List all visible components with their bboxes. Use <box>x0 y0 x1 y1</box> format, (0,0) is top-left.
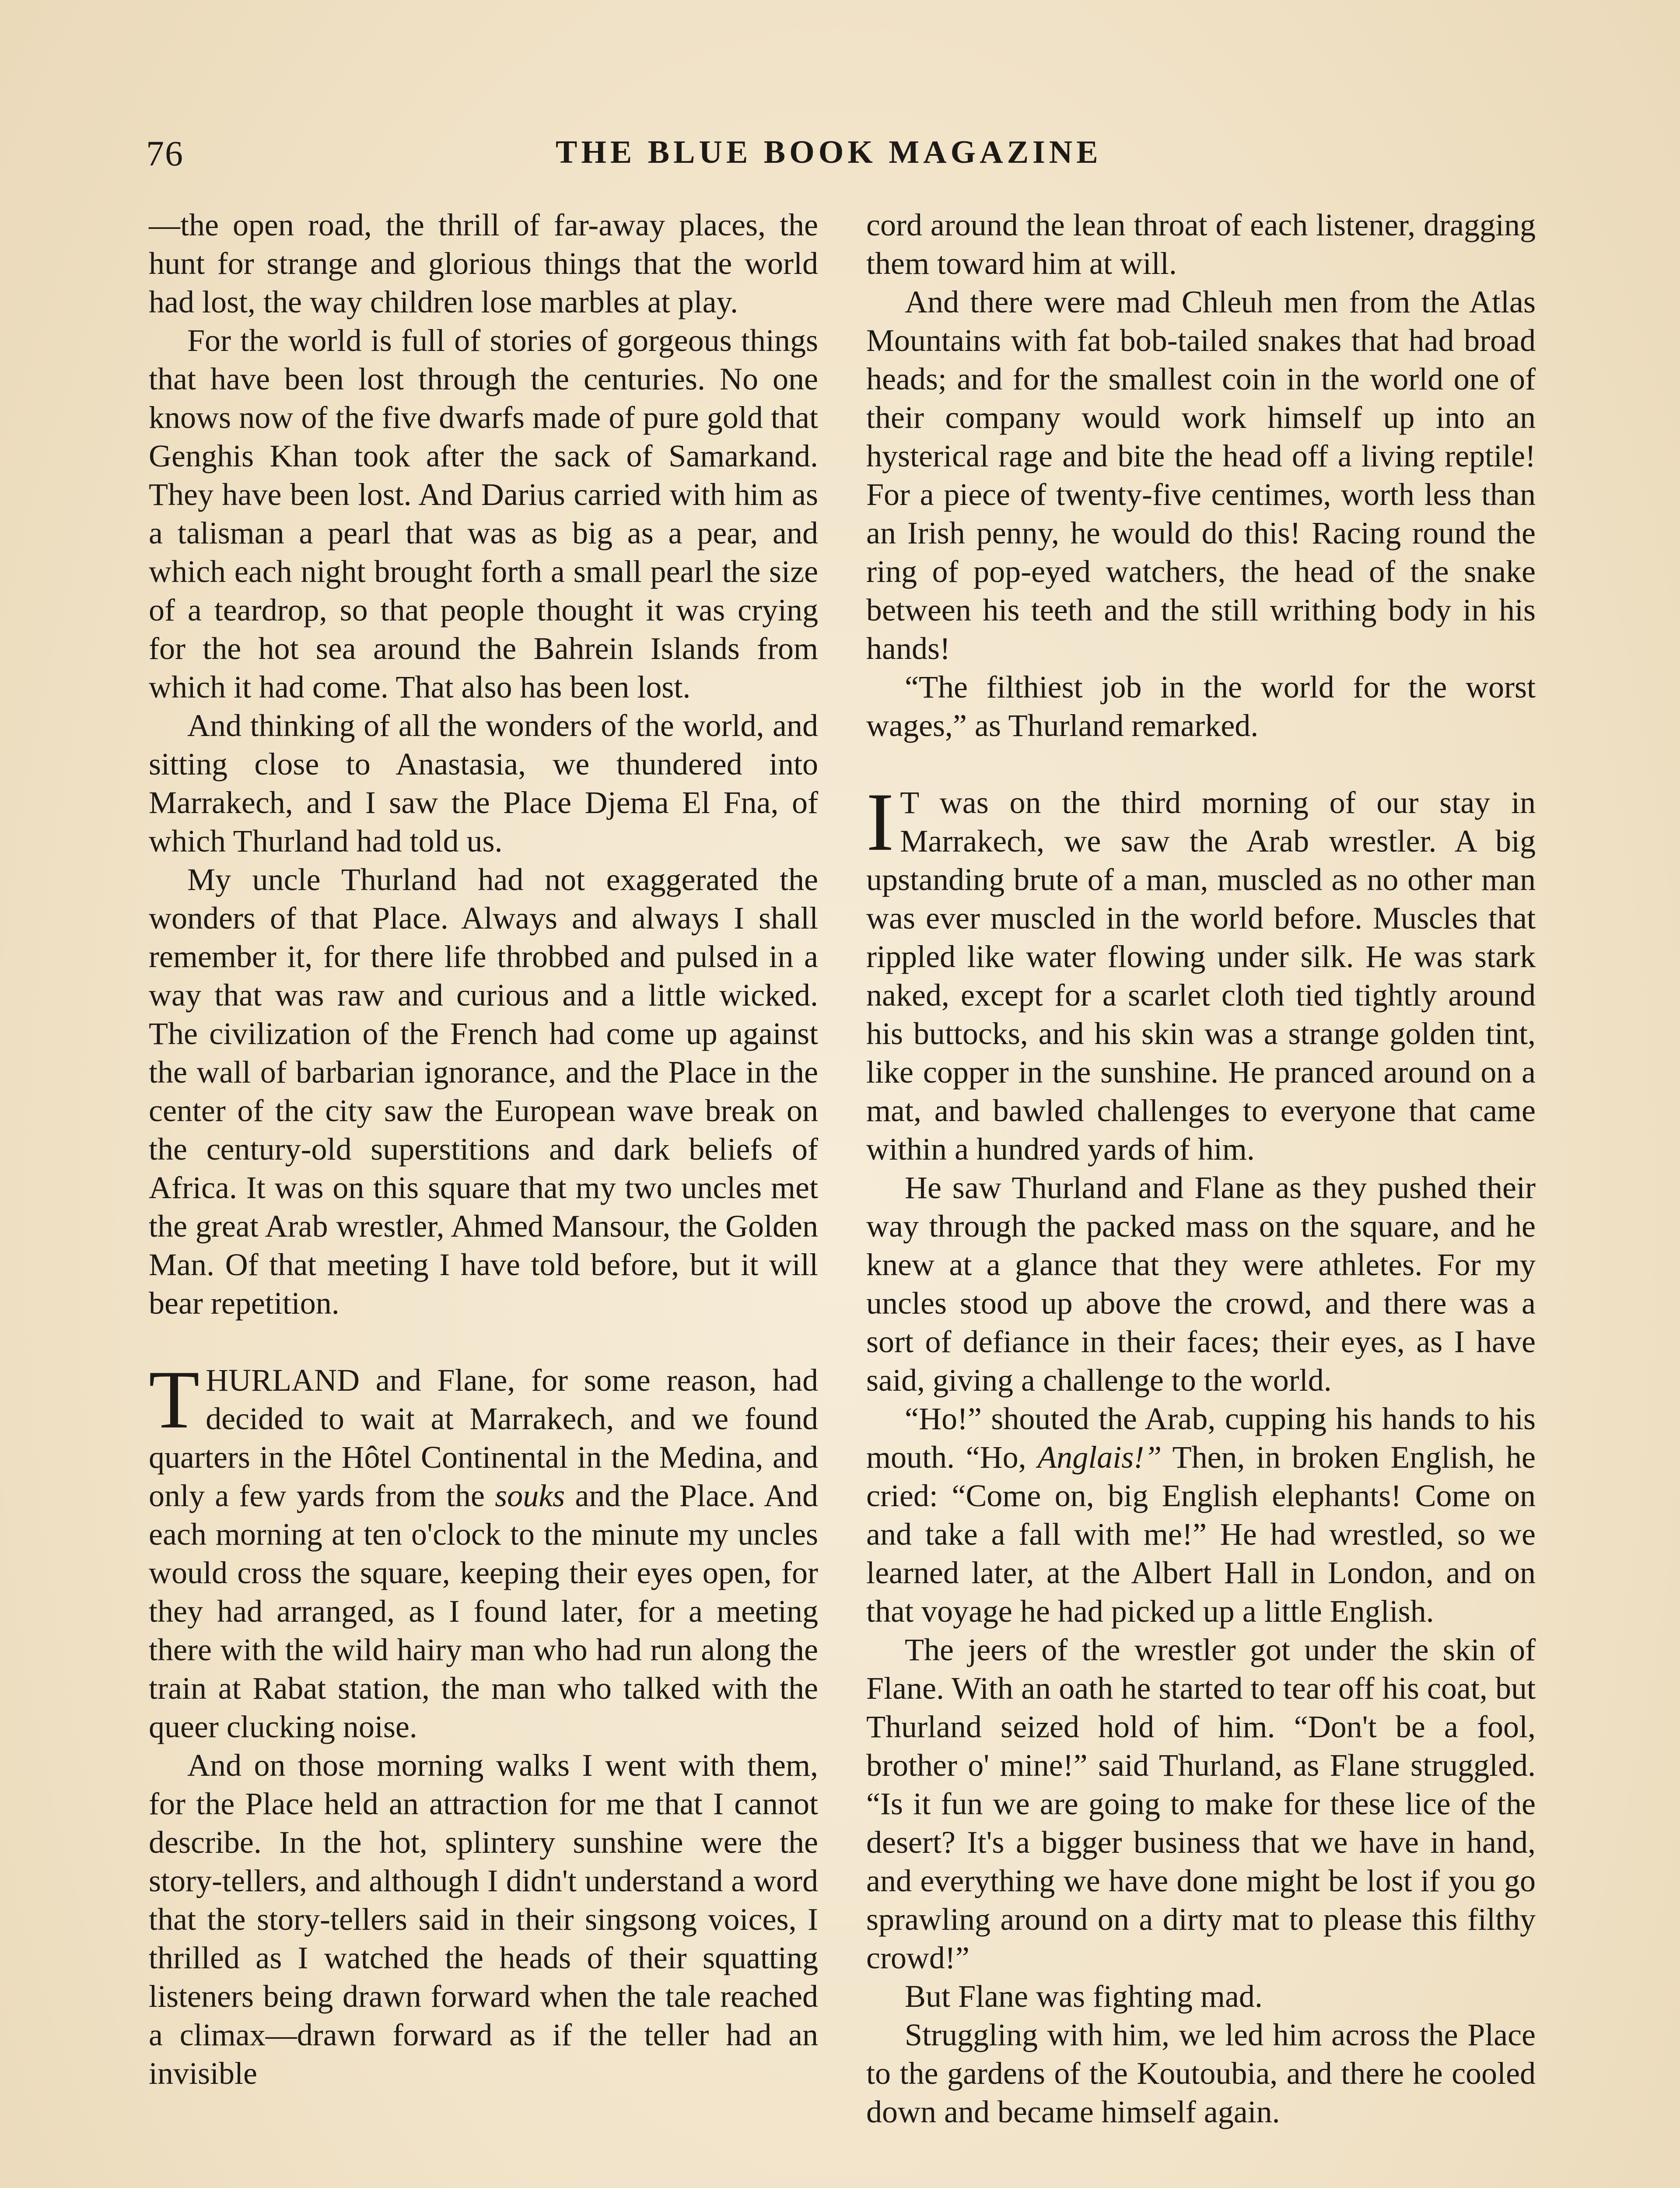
paragraph: Struggling with him, we led him across the Place to the gardens of the Koutoubia, and there he cooled down and became himself again. <box>866 2017 1536 2129</box>
paragraph: My uncle Thurland had not exaggerated the wonders of that Place. Always and always I shall remember it, for there life throbbed and pulsed in a way that was raw and curious and a little wicked. The civilization of the French had come up against the wall of barbarian ignorance, and the Place in the center of the city saw the European wave break on the century-old superstitions and dark beliefs of Africa. It was on this square that my two uncles met the great Arab wrestler, Ahmed Mansour, the Golden Man. Of that meeting I have told before, but it will bear repetition. <box>149 862 818 1321</box>
page-number: 76 <box>146 133 184 173</box>
paragraph: And thinking of all the wonders of the world, and sitting close to Anastasia, we thundered into Marrakech, and I saw the Place Djema El Fna, of which Thurland had told us. <box>149 708 818 859</box>
right-column <box>866 206 1536 2131</box>
paragraph: The jeers of the wrestler got under the skin of Flane. With an oath he started to tear off his coat, but Thurland seized hold of him. “Don't be a fool, brother o' mine!” said Thurland, as Flane struggled. “Is it fun we are going to make for these lice of the desert? It's a bigger business that we have in hand, and everything we have done might be lost if you go sprawling around on a dirty mat to please this filthy crowd!” <box>866 1632 1536 1975</box>
drop-cap: T <box>149 1354 200 1446</box>
paragraph: “The filthiest job in the world for the worst wages,” as Thurland remarked. <box>866 670 1536 743</box>
paragraph: For the world is full of stories of gorgeous things that have been lost through the centuries. No one knows now of the five dwarfs made of pure gold that Genghis Khan took after the sack of Samarkand. They have been lost. And Darius carried with him as a talisman a pearl that was as big as a pear, and which each night brought forth a small pearl the size of a teardrop, so that people thought it was crying for the hot sea around the Bahrein Islands from which it had come. That also has been lost. <box>149 323 818 705</box>
paragraph: But Flane was fighting mad. <box>905 1979 1263 2014</box>
italic-text: Anglais!” <box>1037 1440 1162 1475</box>
paragraph-text: and the Place. And each morning at ten o'clock to the minute my uncles would cross the square, keeping their eyes open, for they had arranged, as I found later, for a meeting there with the wild hairy man who had run along the train at Rabat station, the man who talked with the queer clucking noise. <box>149 1478 818 1744</box>
paragraph-text: Then, in broken English, he cried: “Come on, big English elephants! Come on and take a fall with me!” He had wrestled, so we learned later, at the Albert Hall in London, and on that voyage he had picked up a little English. <box>866 1440 1536 1629</box>
section-paragraph <box>866 776 1536 1168</box>
paragraph-text: HURLAND and Flane, for some reason, had decided to wait at Marrakech, and we found quarters in the Hôtel Continental in the Medina, and only a few yards from the <box>149 1363 818 1513</box>
paragraph-text: T was on the third morning of our stay in Marrakech, we saw the Arab wrestler. A big upstanding brute of a man, muscled as no other man was ever muscled in the world before. Muscles that rippled like water flowing under silk. He was stark naked, except for a scarlet cloth tied tightly around his buttocks, and his skin was a strange golden tint, like copper in the sunshine. He pranced around on a mat, and bawled challenges to everyone that came within a hundred yards of him. <box>866 785 1536 1167</box>
section-paragraph <box>149 1354 818 1746</box>
italic-text: souks <box>495 1478 565 1513</box>
paragraph: cord around the lean throat of each listener, dragging them toward him at will. <box>866 207 1536 281</box>
paragraph: —the open road, the thrill of far-away places, the hunt for strange and glorious things that the world had lost, the way children lose marbles at play. <box>149 207 818 319</box>
running-head: THE BLUE BOOK MAGAZINE <box>556 134 1102 170</box>
paragraph: And there were mad Chleuh men from the Atlas Mountains with fat bob-tailed snakes that had broad heads; and for the smallest coin in the world one of their company would work himself up into an hysterical rage and bite the head off a living reptile! For a piece of twenty-five centimes, worth less than an Irish penny, he would do this! Racing round the ring of pop-eyed watchers, the head of the snake between his teeth and the still writhing body in his hands! <box>866 284 1536 666</box>
paragraph-text: “Ho!” shouted the Arab, cupping his hands to his mouth. “Ho, <box>866 1401 1536 1475</box>
paragraph <box>866 1399 1536 1630</box>
paragraph: And on those morning walks I went with them, for the Place held an attraction for me that I cannot describe. In the hot, splintery sunshine were the story-tellers, and although I didn't understand a word that the story-tellers said in their singsong voices, I thrilled as I watched the heads of their squatting listeners being drawn forward when the tale reached a climax—drawn forward as if the teller had an invisible <box>149 1748 818 2091</box>
drop-cap: I <box>866 776 894 868</box>
paragraph: He saw Thurland and Flane as they pushed their way through the packed mass on the square, and he knew at a glance that they were athletes. For my uncles stood up above the crowd, and there was a sort of defiance in their faces; their eyes, as I have said, giving a challenge to the world. <box>866 1170 1536 1398</box>
left-column <box>149 206 818 2093</box>
